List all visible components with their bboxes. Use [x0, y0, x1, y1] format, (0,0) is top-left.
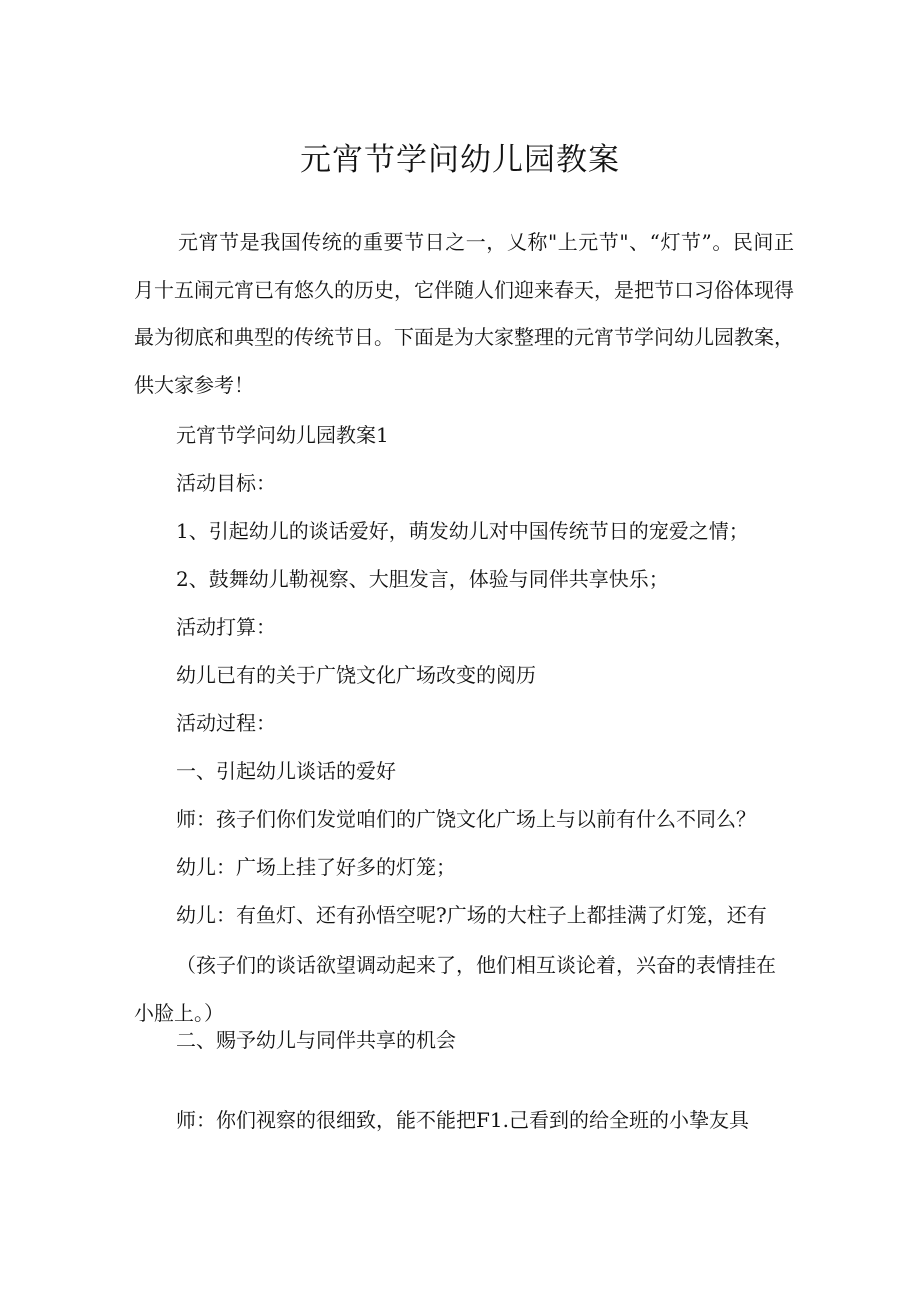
child-line-2: 幼儿：有鱼灯、还有孙悟空呢?广场的大柱子上都挂满了灯笼，还有	[176, 903, 767, 927]
plan-heading: 元宵节学问幼儿园教案1	[176, 423, 389, 447]
intro-paragraph: 元宵节是我国传统的重要节日之一，乂称"上元节"、“灯节”。民间正月十五闹元宵已有悠久的历史，它伴随人们迎来春天，是把节口习俗体现得最为彻底和典型的传统节日。下面是为大家整理的元宵节学问幼儿园教案，供大家参考！	[134, 230, 794, 397]
goals-label: 活动目标：	[176, 471, 276, 495]
goal-item-2: 2、鼓舞幼儿勒视察、大胆发言，体验与同伴共享快乐；	[176, 567, 669, 591]
prep-text: 幼儿已有的关于广饶文化广场改变的阅历	[176, 663, 536, 687]
goal-item-1: 1、引起幼儿的谈话爱好，萌发幼儿对中国传统节日的宠爱之情；	[176, 519, 749, 543]
process-label: 活动过程：	[176, 711, 276, 735]
step-1-heading: 一、引起幼儿谈话的爱好	[176, 759, 396, 783]
document-title: 元宵节学问幼儿园教案	[300, 142, 620, 178]
child-line-1: 幼儿：广场上挂了好多的灯笼；	[176, 855, 456, 879]
step-2-heading: 二、赐予幼儿与同伴共享的机会	[176, 1028, 456, 1052]
teacher-line-1: 师：孩子们你们发觉咱们的广饶文化广场上与以前有什么不同么？	[176, 807, 756, 831]
prep-label: 活动打算：	[176, 615, 276, 639]
teacher-line-2: 师：你们视察的很细致，能不能把F1.己看到的给全班的小挚友具	[176, 1108, 749, 1132]
note-paragraph: （孩子们的谈话欲望调动起来了，他们相互谈论着，兴奋的表情挂在小脸上。）	[134, 953, 776, 1025]
